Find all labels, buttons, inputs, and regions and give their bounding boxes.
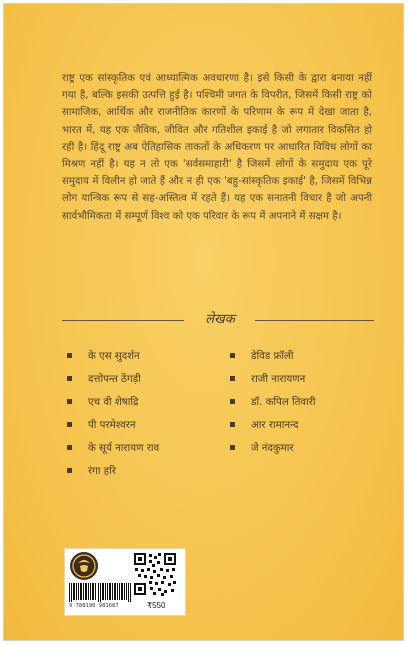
heading-rule-left	[62, 320, 184, 321]
author-name: डॉ. कपिल तिवारी	[251, 397, 316, 408]
author-name: राजी नारायणन	[251, 374, 306, 385]
bullet-icon	[230, 399, 235, 404]
author-name: के सूर्य नारायण राव	[88, 443, 160, 454]
author-item	[230, 368, 316, 391]
author-name: आर रामानन्द	[251, 420, 299, 431]
bullet-icon	[230, 376, 235, 381]
author-item	[67, 345, 159, 368]
bullet-icon	[230, 353, 235, 358]
author-name: दत्तोपन्त ठेंगड़ी	[88, 374, 141, 385]
bullet-icon	[230, 445, 235, 450]
bullet-icon	[67, 376, 72, 381]
authors-column-left	[67, 345, 159, 483]
authors-heading-title: लेखक	[205, 312, 235, 327]
bullet-icon	[67, 445, 72, 450]
bullet-icon	[67, 422, 72, 427]
author-item	[67, 368, 159, 391]
author-name: के एस सुदर्शन	[88, 351, 140, 362]
barcode-panel	[64, 548, 186, 616]
barcode-icon	[69, 583, 132, 602]
book-back-cover	[3, 3, 404, 641]
author-name: रंगा हरि	[88, 466, 116, 477]
blurb-paragraph: राष्ट्र एक सांस्कृतिक एवं आध्यात्मिक अवधारणा है। इसे किसी के द्वारा बनाया नहीं गया है, बल्कि इसकी उत्पत्ति हुई है। पश्चिमी जगत के विपरीत, जिसमें किसी राष्ट्र को सामाजिक, आर्थिक और राजनीतिक कारणों के परिणाम के रूप में देखा जाता है, भारत में, यह एक जैविक, जीवित और गतिशील इकाई है जो लगातार विकसित हो रही है। हिंदू राष्ट्र अब ऐतिहासिक ताकतों के अधिकरण पर आधारित विविध लोगों का मिश्रण नहीं है। यह न तो एक 'सर्वसमाहारी' है जिसमें लोगों के समुदाय एक पूरे समुदाय में विलीन हो जाते हैं और न ही एक 'बहु-सांस्कृतिक इकाई' है, जिसमें विभिन्न लोग यान्त्रिक रूप से सह-अस्तित्व में रहते हैं। यह एक सनातनी विचार है जो अपनी सार्वभौमिकता में सम्पूर्ण विश्व को एक परिवार के रूप में अपनाने में सक्षम है।	[62, 73, 372, 222]
publisher-logo-icon	[70, 552, 98, 580]
heading-rule-right	[255, 320, 374, 321]
author-item	[67, 437, 159, 460]
author-item	[67, 391, 159, 414]
authors-heading	[62, 309, 374, 327]
author-name: एच वी शेषाद्रि	[88, 397, 139, 408]
author-item	[230, 391, 316, 414]
author-name: जे नंदकुमार	[251, 443, 294, 454]
bullet-icon	[67, 468, 72, 473]
bullet-icon	[230, 422, 235, 427]
price-label: ₹550	[147, 601, 166, 610]
author-name: पी परमेश्वरन	[88, 420, 136, 431]
qr-code-icon	[133, 552, 177, 596]
authors-column-right	[230, 345, 316, 460]
bullet-icon	[67, 399, 72, 404]
author-item	[230, 414, 316, 437]
bullet-icon	[67, 353, 72, 358]
author-item	[230, 345, 316, 368]
author-item	[230, 437, 316, 460]
author-item	[67, 460, 159, 483]
isbn-number: 9 788190 981687	[69, 603, 119, 609]
author-item	[67, 414, 159, 437]
author-name: डेविड फ्रॉली	[251, 351, 294, 362]
